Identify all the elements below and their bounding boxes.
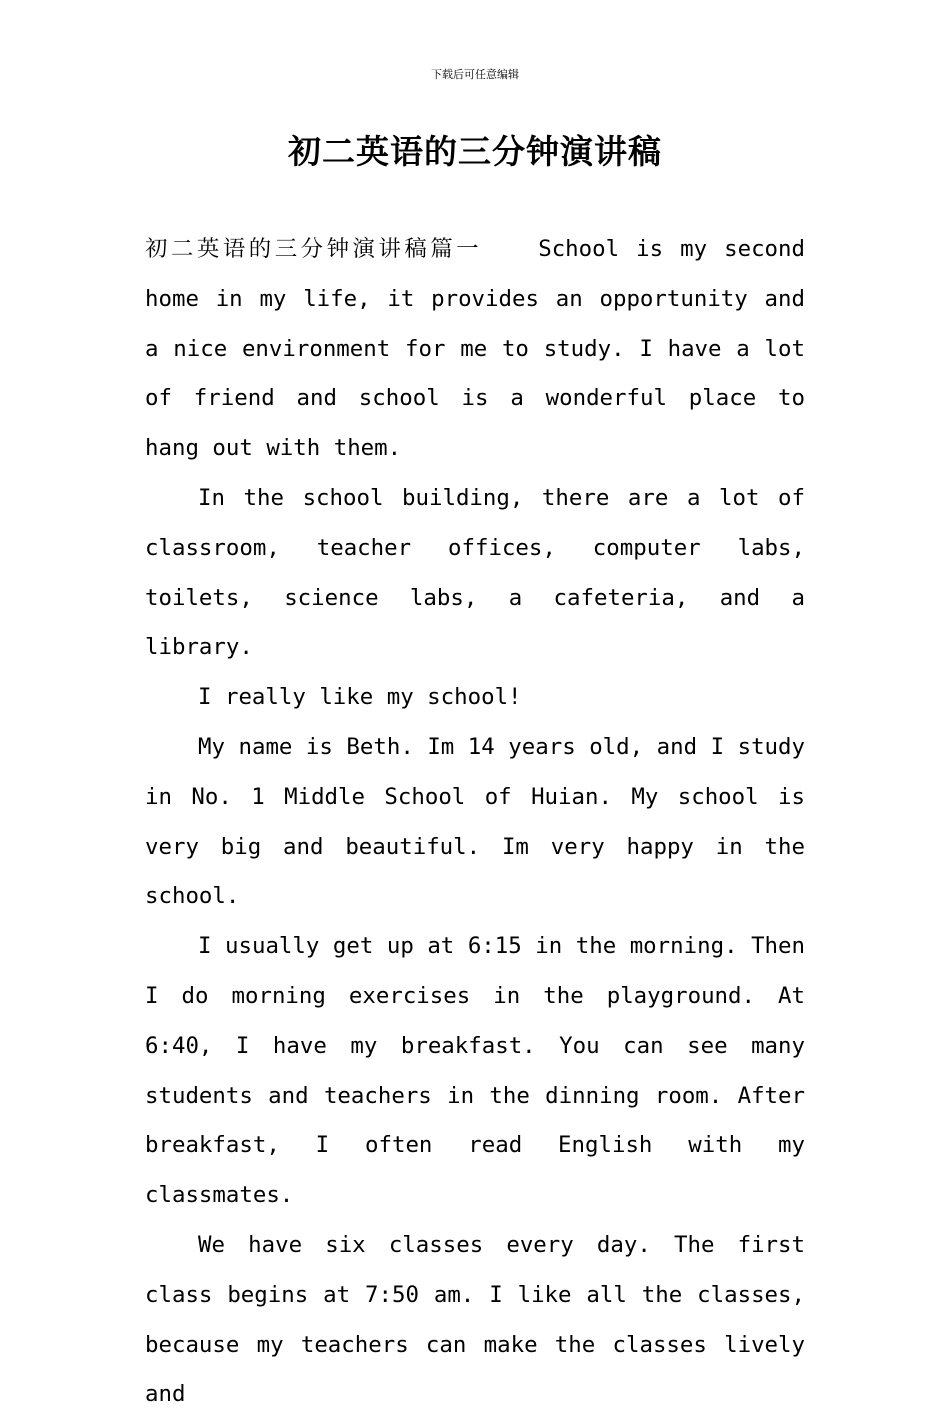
header-note: 下载后可任意编辑	[431, 68, 519, 81]
document-body	[145, 225, 805, 1420]
paragraph: We have six classes every day. The first class begins at 7:50 am. I like all the classes, because my teachers can make the classes lively and	[145, 1231, 805, 1408]
section-label: 初二英语的三分钟演讲稿篇一	[145, 236, 483, 262]
paragraph-intro	[145, 225, 805, 474]
paragraph: I usually get up at 6:15 in the morning. Then I do morning exercises in the playground. At 6:40, I have my breakfast. You can see many students and teachers in the dinning room. After breakfast, I often read English with my classmates.	[145, 933, 805, 1209]
paragraph: In the school building, there are a lot of classroom, teacher offices, computer labs, toilets, science labs, a cafeteria, and a library.	[145, 484, 805, 661]
paragraph: I really like my school!	[198, 684, 522, 711]
paragraph-text: School is my second home in my life, it provides an opportunity and a nice environment for me to study. I have a lot of friend and school is a wonderful place to hang out with them.	[145, 236, 805, 462]
paragraph: My name is Beth. Im 14 years old, and I study in No. 1 Middle School of Huian. My school is very big and beautiful. Im very happy in the school.	[145, 733, 805, 910]
page-title: 初二英语的三分钟演讲稿	[288, 132, 662, 171]
